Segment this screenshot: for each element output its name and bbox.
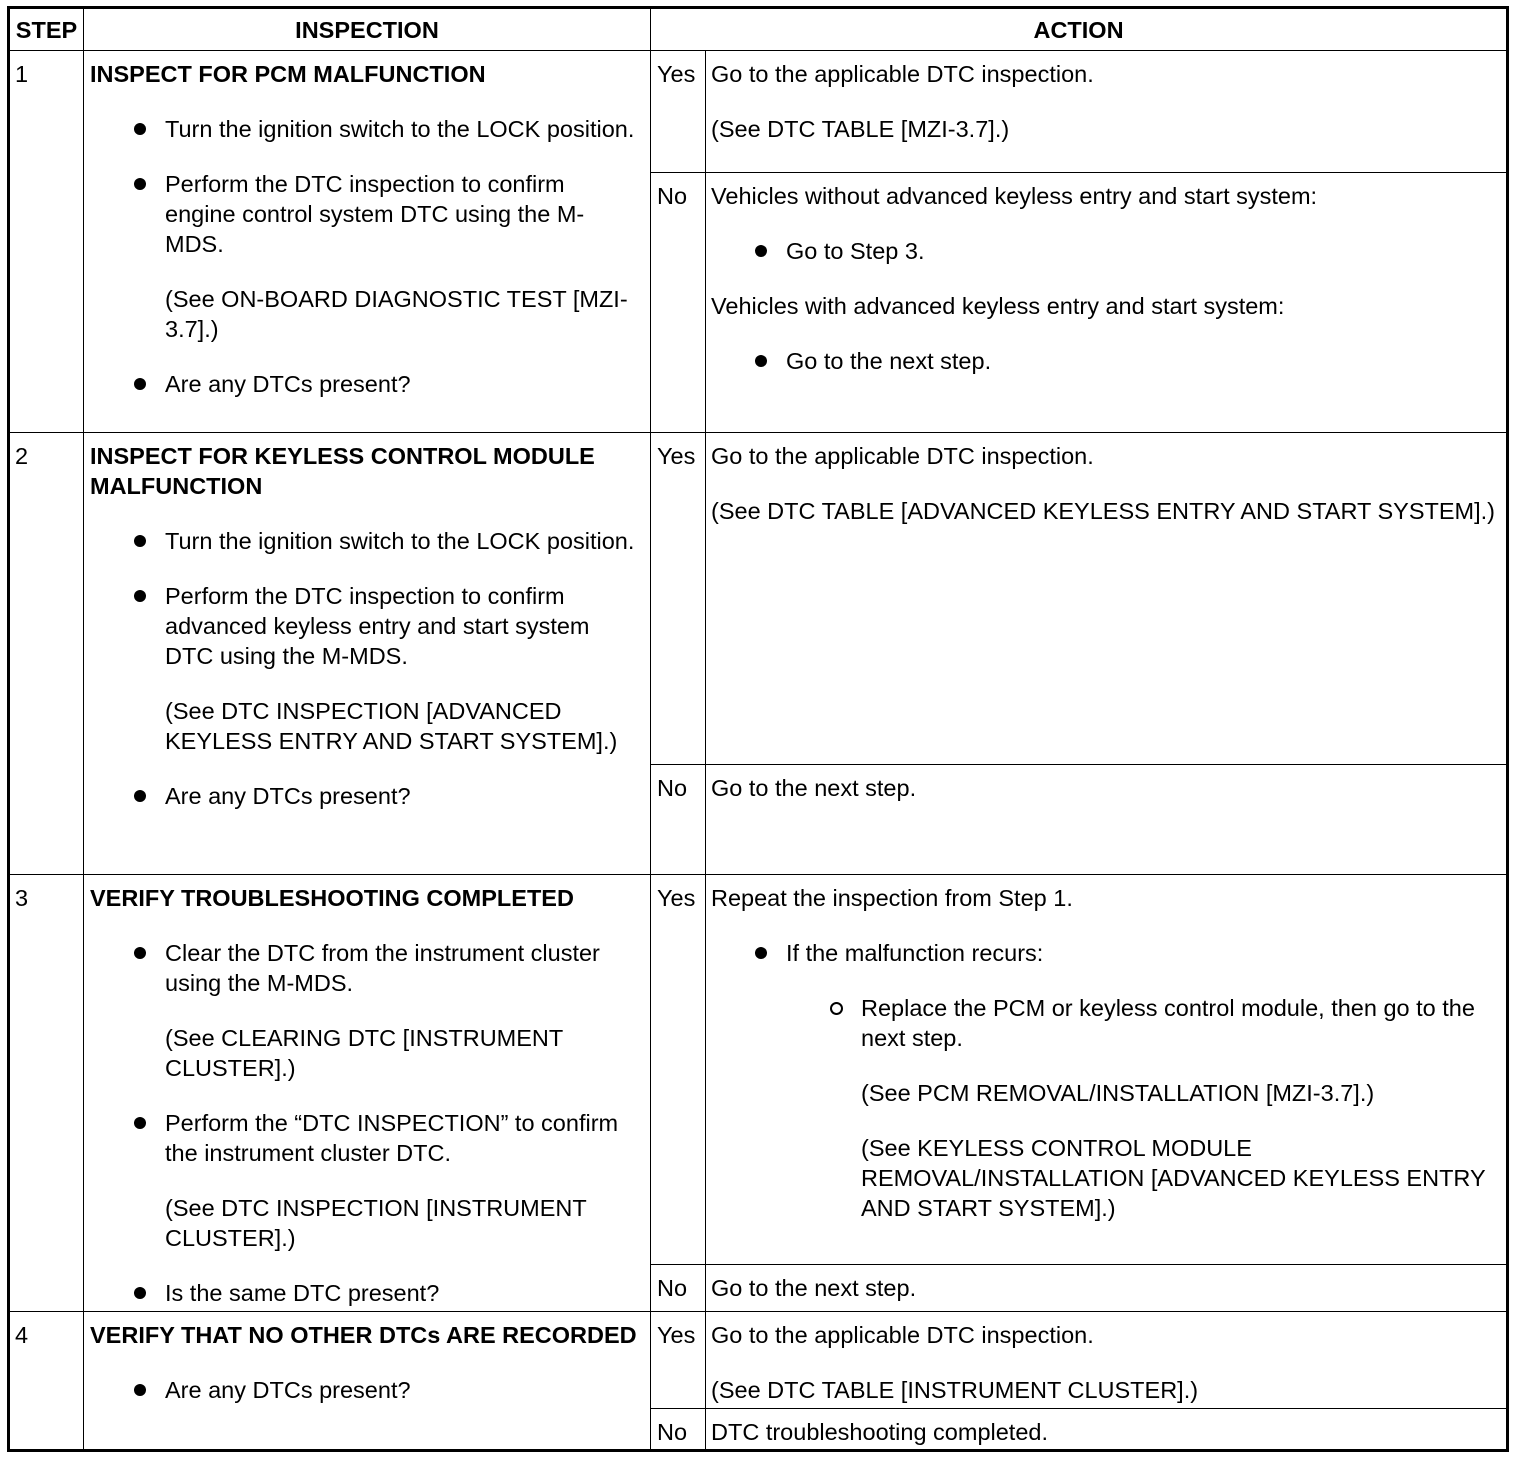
- bullet-item: Are any DTCs present?: [90, 369, 640, 399]
- step-title: INSPECT FOR KEYLESS CONTROL MODULE MALFUNCTION: [90, 443, 595, 499]
- action-text: Go to the next step.: [711, 775, 917, 801]
- bullet-item: Clear the DTC from the instrument cluster using the M-MDS.: [90, 938, 640, 998]
- no-label: No: [651, 173, 706, 433]
- header-action: ACTION: [651, 8, 1508, 51]
- no-label: No: [651, 765, 706, 875]
- step-3-inspection: [84, 875, 651, 1312]
- action-text: Go to the applicable DTC inspection.: [711, 443, 1094, 469]
- bullet-item: Go to the next step.: [711, 346, 1496, 376]
- reference-text: (See DTC TABLE [MZI-3.7].): [711, 116, 1010, 142]
- step-number: 4: [9, 1312, 84, 1451]
- step-3-yes-action: [706, 875, 1508, 1265]
- step-4-yes-row: [9, 1312, 1508, 1409]
- action-text: Go to the applicable DTC inspection.: [711, 1322, 1094, 1348]
- step-1-yes-action: [706, 51, 1508, 173]
- bullet-item: If the malfunction recurs:: [711, 938, 1496, 968]
- reference-text: (See ON-BOARD DIAGNOSTIC TEST [MZI-3.7].): [165, 286, 628, 342]
- action-text: Vehicles without advanced keyless entry and start system:: [711, 183, 1318, 209]
- header-inspection: INSPECTION: [84, 8, 651, 51]
- action-text: Repeat the inspection from Step 1.: [711, 885, 1073, 911]
- step-number: 3: [9, 875, 84, 1312]
- bullet-item: Are any DTCs present?: [90, 1375, 640, 1405]
- step-4-no-action: [706, 1409, 1508, 1451]
- bullet-item: Turn the ignition switch to the LOCK position.: [90, 114, 640, 144]
- action-text: DTC troubleshooting completed.: [711, 1419, 1049, 1445]
- step-title: VERIFY TROUBLESHOOTING COMPLETED: [90, 885, 574, 911]
- step-number: 1: [9, 51, 84, 433]
- action-text: Vehicles with advanced keyless entry and start system:: [711, 293, 1285, 319]
- no-label: No: [651, 1409, 706, 1451]
- reference-text: (See DTC TABLE [INSTRUMENT CLUSTER].): [711, 1377, 1199, 1403]
- step-2-yes-action: [706, 433, 1508, 765]
- step-title: VERIFY THAT NO OTHER DTCs ARE RECORDED: [90, 1322, 637, 1348]
- step-4-inspection: [84, 1312, 651, 1451]
- action-text: Go to the next step.: [711, 1275, 917, 1301]
- reference-text: (See CLEARING DTC [INSTRUMENT CLUSTER].): [165, 1025, 563, 1081]
- bullet-item: Perform the DTC inspection to confirm advanced keyless entry and start system DTC using the M-MDS.: [90, 581, 640, 671]
- reference-text: (See PCM REMOVAL/INSTALLATION [MZI-3.7].): [861, 1080, 1375, 1106]
- bullet-item: Go to Step 3.: [711, 236, 1496, 266]
- sub-bullet-item: Replace the PCM or keyless control module, then go to the next step.: [711, 993, 1496, 1053]
- step-number: 2: [9, 433, 84, 875]
- step-3-yes-row: [9, 875, 1508, 1265]
- yes-label: Yes: [651, 875, 706, 1265]
- step-2-no-action: [706, 765, 1508, 875]
- reference-text: (See DTC TABLE [ADVANCED KEYLESS ENTRY AND START SYSTEM].): [711, 498, 1495, 524]
- step-3-no-action: [706, 1265, 1508, 1312]
- step-1-inspection: [84, 51, 651, 433]
- yes-label: Yes: [651, 1312, 706, 1409]
- no-label: No: [651, 1265, 706, 1312]
- diagnostic-table: [7, 6, 1509, 1452]
- step-4-yes-action: [706, 1312, 1508, 1409]
- step-title: INSPECT FOR PCM MALFUNCTION: [90, 61, 486, 87]
- step-1-yes-row: [9, 51, 1508, 173]
- yes-label: Yes: [651, 51, 706, 173]
- bullet-item: Is the same DTC present?: [90, 1278, 640, 1308]
- header-row: [9, 8, 1508, 51]
- reference-text: (See DTC INSPECTION [INSTRUMENT CLUSTER].): [165, 1195, 587, 1251]
- reference-text: (See DTC INSPECTION [ADVANCED KEYLESS ENTRY AND START SYSTEM].): [165, 698, 618, 754]
- bullet-item: Perform the DTC inspection to confirm engine control system DTC using the M-MDS.: [90, 169, 640, 259]
- step-2-yes-row: [9, 433, 1508, 765]
- step-2-inspection: [84, 433, 651, 875]
- bullet-item: Turn the ignition switch to the LOCK position.: [90, 526, 640, 556]
- action-text: Go to the applicable DTC inspection.: [711, 61, 1094, 87]
- step-1-no-action: [706, 173, 1508, 433]
- bullet-item: Are any DTCs present?: [90, 781, 640, 811]
- bullet-item: Perform the “DTC INSPECTION” to confirm the instrument cluster DTC.: [90, 1108, 640, 1168]
- header-step: STEP: [9, 8, 84, 51]
- yes-label: Yes: [651, 433, 706, 765]
- reference-text: (See KEYLESS CONTROL MODULE REMOVAL/INSTALLATION [ADVANCED KEYLESS ENTRY AND START SYSTEM].): [861, 1135, 1486, 1221]
